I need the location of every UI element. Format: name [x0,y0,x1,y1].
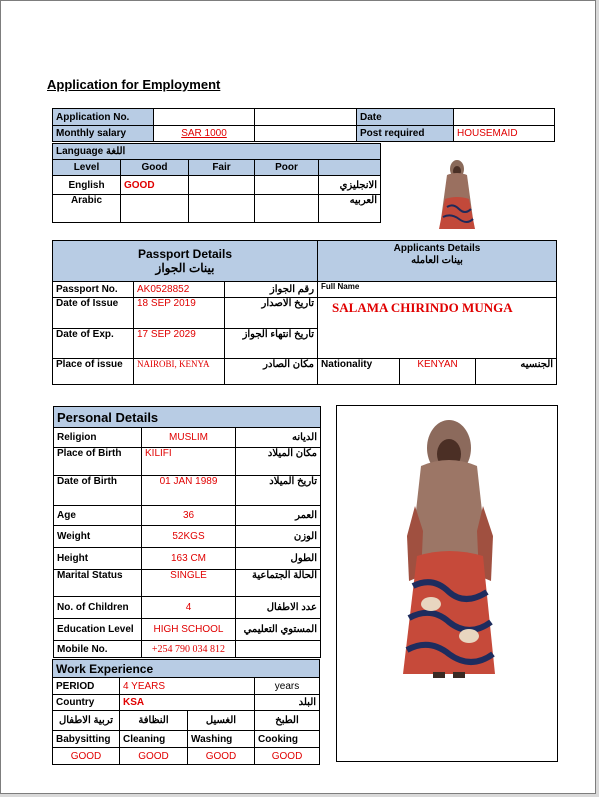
date-of-exp-arabic: تاريخ انتهاء الجواز [225,329,318,359]
date-of-issue-label: Date of Issue [53,298,134,329]
place-of-issue-label: Place of issue [53,359,134,385]
date-of-exp-value: 17 SEP 2029 [134,329,225,359]
english-poor-value [255,176,319,195]
height-value: 163 CM [142,548,236,570]
washing-arabic: الغسيل [188,711,255,731]
level-column-header: Level [53,160,121,176]
work-experience-heading: Work Experience [53,660,320,678]
height-label: Height [54,548,142,570]
country-arabic: البلد [255,695,320,711]
applicant-heading-en: Applicants Details [393,243,481,254]
poor-column-header: Poor [255,160,319,176]
weight-arabic: الوزن [236,526,321,548]
applicant-heading [318,241,557,282]
babysitting-level: GOOD [53,748,120,765]
arabic-arabic-label: العربيه [319,195,381,223]
education-level-arabic: المستوي التعليمي [236,619,321,641]
language-table [52,143,381,223]
passport-no-label: Passport No. [53,282,134,298]
applicant-figure-icon [337,406,557,761]
date-of-exp-label: Date of Exp. [53,329,134,359]
education-level-label: Education Level [54,619,142,641]
personal-details-heading: Personal Details [54,407,321,428]
no-of-children-value: 4 [142,597,236,619]
applicant-photo-small [433,159,481,233]
arabic-fair-value [189,195,255,223]
weight-label: Weight [54,526,142,548]
marital-status-arabic: الحالة الجتماعية [236,570,321,597]
marital-status-label: Marital Status [54,570,142,597]
english-good-value: GOOD [121,176,189,195]
passport-no-value: AK0528852 [134,282,225,298]
personal-details-table [53,406,321,658]
date-of-birth-value: 01 JAN 1989 [142,476,236,506]
babysitting-arabic: تربية الاطفال [53,711,120,731]
fair-column-header: Fair [189,160,255,176]
full-name-label: Full Name [318,282,557,298]
english-arabic-label: الانجليزي [319,176,381,195]
date-of-birth-arabic: تاريخ الميلاد [236,476,321,506]
babysitting-label: Babysitting [53,731,120,748]
country-label: Country [53,695,120,711]
religion-label: Religion [54,428,142,448]
no-of-children-arabic: عدد الاطفال [236,597,321,619]
passport-applicant-table [52,240,557,385]
religion-value: MUSLIM [142,428,236,448]
date-value[interactable] [454,109,555,126]
date-of-issue-arabic: تاريخ الاصدار [225,298,318,329]
period-value: 4 YEARS [120,678,255,695]
period-label: PERIOD [53,678,120,695]
date-of-birth-label: Date of Birth [54,476,142,506]
blank-cell [255,126,357,142]
english-label: English [53,176,121,195]
place-of-birth-arabic: مكان الميلاد [236,448,321,476]
nationality-value: KENYAN [400,359,476,385]
mobile-no-value: +254 790 034 812 [142,641,236,658]
height-arabic: الطول [236,548,321,570]
work-experience-table [52,659,320,765]
application-no-label: Application No. [53,109,154,126]
post-required-value: HOUSEMAID [454,126,555,142]
passport-heading-ar: بينات الجواز [155,261,215,275]
place-of-birth-value: KILIFI [142,448,236,476]
period-unit: years [255,678,320,695]
cooking-level: GOOD [255,748,320,765]
arabic-good-value [121,195,189,223]
post-required-label: Post required [357,126,454,142]
age-label: Age [54,506,142,526]
good-column-header: Good [121,160,189,176]
monthly-salary-label: Monthly salary [53,126,154,142]
full-name-value: SALAMA CHIRINDO MUNGA [318,298,557,359]
top-info-table [52,108,555,142]
monthly-salary-value: SAR 1000 [154,126,255,142]
arabic-label: Arabic [53,195,121,223]
no-of-children-label: No. of Children [54,597,142,619]
date-label: Date [357,109,454,126]
arabic-poor-value [255,195,319,223]
passport-heading-en: Passport Details [137,247,233,261]
country-value: KSA [120,695,255,711]
applicant-photo-large [336,405,558,762]
nationality-arabic: الجنسيه [476,359,557,385]
religion-arabic: الديانه [236,428,321,448]
cooking-label: Cooking [255,731,320,748]
age-arabic: العمر [236,506,321,526]
mobile-no-label: Mobile No. [54,641,142,658]
form-title: Application for Employment [47,77,221,92]
cleaning-arabic: النظافة [120,711,188,731]
cleaning-label: Cleaning [120,731,188,748]
passport-no-arabic: رقم الجواز [225,282,318,298]
washing-label: Washing [188,731,255,748]
place-of-issue-value: NAIROBI, KENYA [134,359,225,385]
place-of-birth-label: Place of Birth [54,448,142,476]
applicant-heading-ar: بينات العامله [411,255,463,266]
mobile-no-arabic [236,641,321,658]
weight-value: 52KGS [142,526,236,548]
application-no-value[interactable] [154,109,255,126]
washing-level: GOOD [188,748,255,765]
language-heading: Language اللغة [53,144,381,160]
cooking-arabic: الطبخ [255,711,320,731]
cleaning-level: GOOD [120,748,188,765]
age-value: 36 [142,506,236,526]
nationality-label: Nationality [318,359,400,385]
english-fair-value [189,176,255,195]
education-level-value: HIGH SCHOOL [142,619,236,641]
blank-header [319,160,381,176]
blank-cell [255,109,357,126]
passport-heading [53,241,318,282]
marital-status-value: SINGLE [142,570,236,597]
place-of-issue-arabic: مكان الصادر [225,359,318,385]
date-of-issue-value: 18 SEP 2019 [134,298,225,329]
